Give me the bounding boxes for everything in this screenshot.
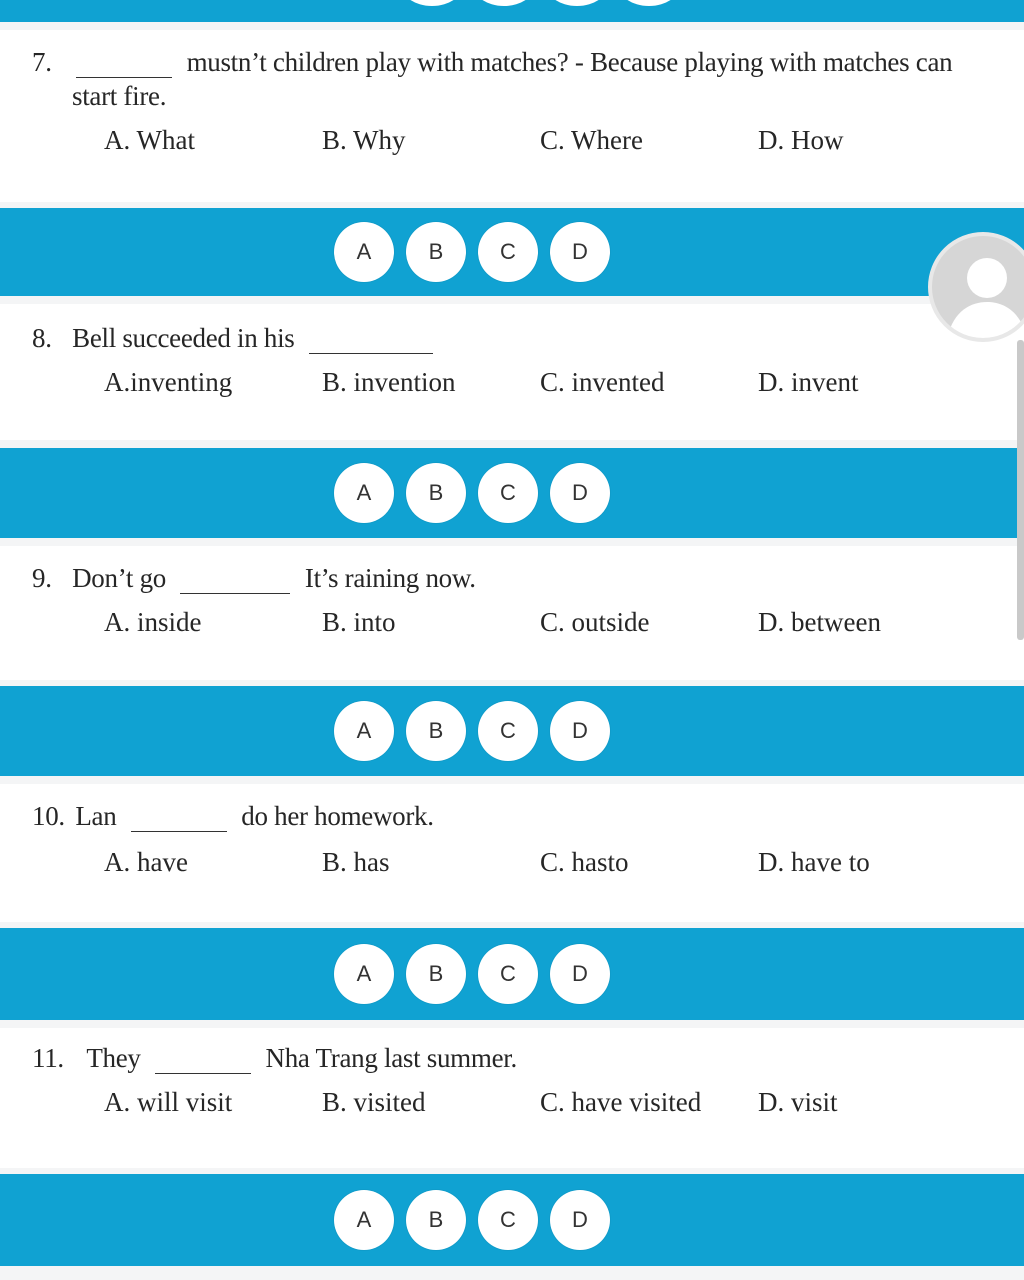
answer-button-d[interactable]: D [550, 701, 610, 761]
option-d: D. have to [758, 847, 870, 877]
question-text-after: do her homework. [241, 801, 434, 831]
question-text: They [86, 1043, 141, 1073]
answer-button-b[interactable]: B [406, 944, 466, 1004]
question-card-11 [0, 1028, 1024, 1168]
answer-button-a[interactable]: A [334, 944, 394, 1004]
option-d: D. between [758, 607, 881, 637]
question-card-8 [0, 304, 1024, 440]
answer-band-7 [0, 208, 1024, 296]
option-a: A. will visit [104, 1087, 233, 1117]
question-text-after: Nha Trang last summer. [265, 1043, 517, 1073]
question-text: Lan [75, 801, 117, 831]
answer-blank [180, 567, 290, 594]
question-number: 9. [32, 563, 52, 593]
answer-blank [76, 51, 172, 78]
answer-button-d[interactable]: D [550, 222, 610, 282]
answer-button-c[interactable]: C [478, 1190, 538, 1250]
question-line [32, 322, 441, 354]
question-line [32, 800, 434, 832]
question-text: Bell succeeded in his [72, 323, 295, 353]
answer-button-b-partial[interactable] [472, 0, 536, 6]
answer-button-c[interactable]: C [478, 463, 538, 523]
answer-band-9 [0, 686, 1024, 776]
answer-button-d[interactable]: D [550, 463, 610, 523]
option-c: C. outside [540, 607, 650, 637]
scrollbar[interactable] [1017, 340, 1024, 640]
answer-band-8 [0, 448, 1024, 538]
answer-button-c[interactable]: C [478, 222, 538, 282]
question-text: Don’t go [72, 563, 166, 593]
question-line [32, 46, 952, 78]
option-b: B. visited [322, 1087, 426, 1117]
person-silhouette-icon [932, 236, 1024, 342]
option-b: B. invention [322, 367, 456, 397]
option-d: D. visit [758, 1087, 838, 1117]
answer-band-10 [0, 928, 1024, 1020]
option-a: A.inventing [104, 367, 233, 397]
question-line [32, 1042, 517, 1074]
option-a: A. have [104, 847, 188, 877]
answer-blank [309, 327, 433, 354]
option-a: A. inside [104, 607, 202, 637]
answer-button-b[interactable]: B [406, 222, 466, 282]
answer-button-c-partial[interactable] [545, 0, 609, 6]
answer-button-b[interactable]: B [406, 701, 466, 761]
option-d: D. How [758, 125, 844, 155]
answer-button-d[interactable]: D [550, 1190, 610, 1250]
answer-button-d-partial[interactable] [617, 0, 681, 6]
answer-button-c[interactable]: C [478, 701, 538, 761]
question-number: 8. [32, 323, 52, 353]
option-c: C. invented [540, 367, 665, 397]
question-card-7 [0, 30, 1024, 202]
question-card-9 [0, 546, 1024, 680]
question-line [32, 562, 476, 594]
answer-band-11 [0, 1174, 1024, 1266]
answer-button-a[interactable]: A [334, 222, 394, 282]
question-number: 7. [32, 47, 52, 77]
answer-button-b[interactable]: B [406, 463, 466, 523]
answer-button-a[interactable]: A [334, 1190, 394, 1250]
question-line-2: start fire. [72, 81, 167, 111]
answer-blank [155, 1047, 251, 1074]
option-c: C. Where [540, 125, 643, 155]
question-card-10 [0, 784, 1024, 922]
option-c: C. hasto [540, 847, 629, 877]
answer-button-b[interactable]: B [406, 1190, 466, 1250]
option-b: B. Why [322, 125, 406, 155]
option-b: B. has [322, 847, 390, 877]
question-text-after: It’s raining now. [304, 563, 476, 593]
answer-button-c[interactable]: C [478, 944, 538, 1004]
answer-band-top [0, 0, 1024, 22]
answer-button-a[interactable]: A [334, 463, 394, 523]
answer-button-a-partial[interactable] [400, 0, 464, 6]
answer-button-d[interactable]: D [550, 944, 610, 1004]
option-d: D. invent [758, 367, 859, 397]
question-text: mustn’t children play with matches? - Because playing with matches can [186, 47, 953, 77]
answer-button-a[interactable]: A [334, 701, 394, 761]
answer-blank [131, 805, 227, 832]
question-number: 11. [32, 1043, 64, 1073]
question-number: 10. [32, 801, 65, 831]
option-c: C. have visited [540, 1087, 702, 1117]
option-a: A. What [104, 125, 195, 155]
option-b: B. into [322, 607, 396, 637]
